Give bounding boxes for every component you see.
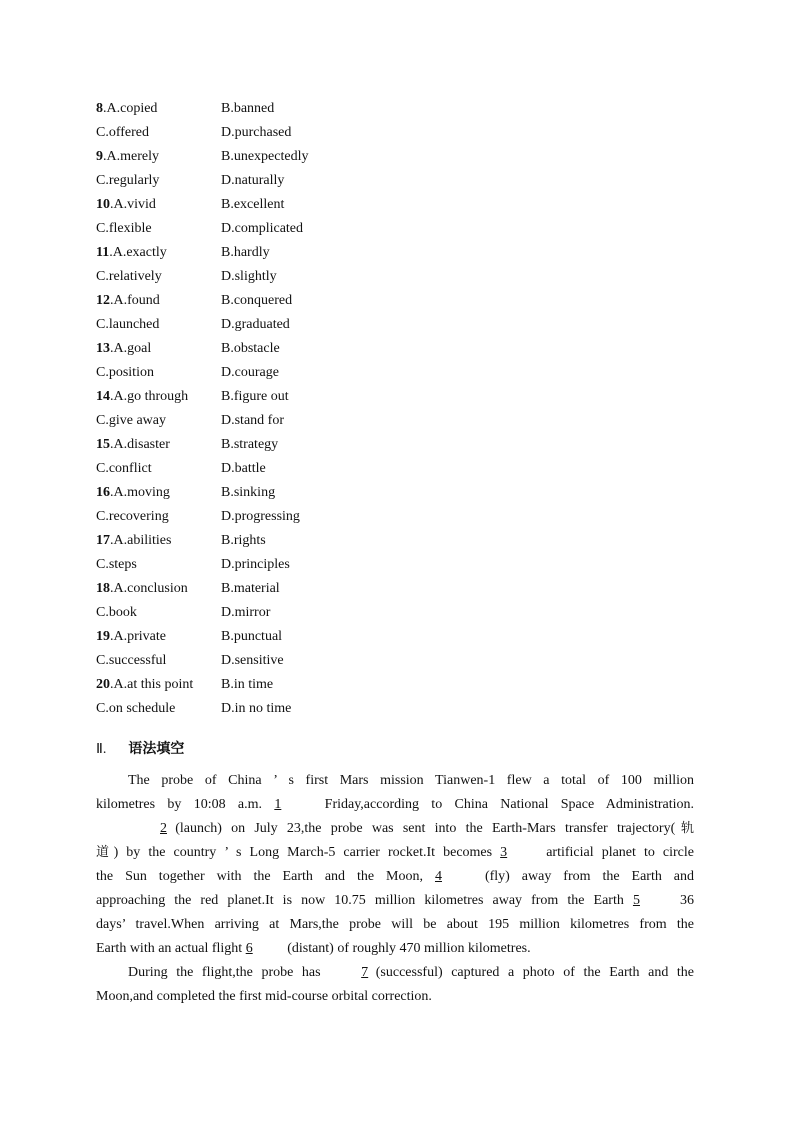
blank-2[interactable]: 2 (160, 821, 167, 836)
passage-line (96, 913, 694, 937)
option-b: B.excellent (221, 197, 285, 212)
option-a: .A.disaster (110, 437, 170, 452)
question-number: 14 (96, 389, 110, 404)
passage-line (96, 817, 694, 841)
option-c: C.successful (96, 653, 167, 668)
question-number: 19 (96, 629, 110, 644)
passage-text: Friday,according to China National Space Administration. (324, 797, 695, 812)
passage-line (96, 769, 694, 793)
question-row (96, 601, 308, 625)
passage-text: (fly) away from the Earth and (484, 869, 695, 884)
passage-line (96, 841, 694, 865)
passage-text: The probe of China ’ s first Mars mission Tianwen-1 flew a total of 100 million (128, 773, 694, 788)
passage-text: days’ travel.When arriving at Mars,the probe will be about 195 million kilometres from the (96, 917, 694, 932)
question-row (96, 337, 308, 361)
option-d: D.principles (221, 557, 290, 572)
option-d: D.graduated (221, 317, 290, 332)
blank-3[interactable]: 3 (500, 845, 508, 860)
question-row (96, 505, 308, 529)
passage-text: approaching the red planet.It is now 10.75 million kilometres away from the Earth (96, 893, 624, 908)
passage-text: 道 (96, 845, 114, 860)
passage-line (96, 937, 694, 961)
question-row (96, 577, 308, 601)
passage-line (96, 985, 694, 1009)
section-number: Ⅱ. (96, 742, 107, 757)
question-row (96, 97, 308, 121)
option-a: .A.moving (110, 485, 170, 500)
option-b: B.figure out (221, 389, 289, 404)
question-row (96, 457, 308, 481)
passage-text: the Sun together with the Earth and the Moon, (96, 869, 424, 884)
question-row (96, 697, 308, 721)
question-row (96, 121, 308, 145)
passage-text: Moon,and completed the first mid-course orbital correction. (96, 989, 432, 1004)
option-b: B.obstacle (221, 341, 280, 356)
option-a: .A.vivid (110, 197, 156, 212)
question-row (96, 529, 308, 553)
option-c: C.regularly (96, 173, 160, 188)
option-c: C.book (96, 605, 137, 620)
option-c: C.conflict (96, 461, 152, 476)
option-a: .A.goal (110, 341, 152, 356)
option-b: B.conquered (221, 293, 293, 308)
option-b: B.material (221, 581, 280, 596)
option-c: C.on schedule (96, 701, 176, 716)
section-title: 语法填空 (128, 741, 185, 757)
blank-1[interactable]: 1 (274, 797, 282, 812)
option-d: D.progressing (221, 509, 300, 524)
question-row (96, 313, 308, 337)
question-number: 20 (96, 677, 110, 692)
option-d: D.slightly (221, 269, 277, 284)
question-row (96, 169, 308, 193)
option-b: B.hardly (221, 245, 270, 260)
option-b: B.sinking (221, 485, 276, 500)
question-number: 15 (96, 437, 110, 452)
question-number: 18 (96, 581, 110, 596)
question-row (96, 145, 308, 169)
option-c: C.launched (96, 317, 160, 332)
passage-line (96, 889, 694, 913)
question-row (96, 289, 308, 313)
option-a: .A.merely (103, 149, 159, 164)
option-c: C.give away (96, 413, 166, 428)
passage-text: 36 (680, 893, 695, 908)
option-a: .A.go through (110, 389, 189, 404)
option-b: B.punctual (221, 629, 283, 644)
option-a: .A.copied (103, 101, 158, 116)
passage-text: Earth with an actual flight (96, 941, 243, 956)
option-d: D.purchased (221, 125, 292, 140)
passage-line (96, 865, 694, 889)
option-a: .A.exactly (109, 245, 167, 260)
option-d: D.complicated (221, 221, 304, 236)
blank-7[interactable]: 7 (361, 965, 369, 980)
passage-text: (launch) on July 23,the probe was sent into the Earth-Mars transfer trajectory( (175, 821, 676, 836)
question-number: 13 (96, 341, 110, 356)
question-row (96, 241, 308, 265)
question-row (96, 673, 308, 697)
question-row (96, 481, 308, 505)
option-a: .A.at this point (110, 677, 194, 692)
question-row (96, 193, 308, 217)
option-c: C.offered (96, 125, 149, 140)
blank-4[interactable]: 4 (434, 869, 442, 884)
option-d: D.mirror (221, 605, 271, 620)
question-row (96, 433, 308, 457)
passage-text: (successful) captured a photo of the Earth and the (375, 965, 695, 980)
option-a: .A.conclusion (110, 581, 188, 596)
passage-line (96, 793, 694, 817)
passage-text: 轨 (675, 821, 694, 836)
passage-text: During the flight,the probe has (128, 965, 321, 980)
passage-text: artificial planet to circle (546, 845, 694, 860)
section-heading (96, 737, 184, 761)
question-row (96, 553, 308, 577)
question-number: 10 (96, 197, 110, 212)
option-list (96, 97, 308, 721)
question-row (96, 385, 308, 409)
passage (96, 769, 694, 1009)
passage-text: kilometres by 10:08 a.m. (96, 797, 263, 812)
option-d: D.sensitive (221, 653, 284, 668)
question-row (96, 217, 308, 241)
question-row (96, 361, 308, 385)
question-row (96, 625, 308, 649)
option-d: D.in no time (221, 701, 292, 716)
option-b: B.banned (221, 101, 275, 116)
question-row (96, 649, 308, 673)
option-c: C.position (96, 365, 154, 380)
question-row (96, 409, 308, 433)
option-c: C.recovering (96, 509, 169, 524)
blank-5[interactable]: 5 (632, 893, 640, 908)
option-a: .A.found (110, 293, 160, 308)
option-b: B.unexpectedly (221, 149, 309, 164)
option-b: B.rights (221, 533, 266, 548)
option-c: C.steps (96, 557, 137, 572)
blank-6[interactable]: 6 (245, 941, 253, 956)
question-number: 11 (96, 245, 110, 260)
option-d: D.stand for (221, 413, 284, 428)
option-d: D.naturally (221, 173, 285, 188)
option-a: .A.private (110, 629, 166, 644)
option-c: C.flexible (96, 221, 152, 236)
option-d: D.courage (221, 365, 279, 380)
question-number: 12 (96, 293, 110, 308)
option-d: D.battle (221, 461, 266, 476)
question-number: 8 (96, 101, 103, 116)
option-c: C.relatively (96, 269, 162, 284)
question-number: 9 (96, 149, 103, 164)
question-number: 17 (96, 533, 110, 548)
question-row (96, 265, 308, 289)
option-b: B.in time (221, 677, 274, 692)
passage-line (96, 961, 694, 985)
option-b: B.strategy (221, 437, 279, 452)
question-number: 16 (96, 485, 110, 500)
passage-text: ) by the country ’ s Long March-5 carrier rocket.It becomes (113, 845, 493, 860)
option-a: .A.abilities (110, 533, 172, 548)
passage-text: (distant) of roughly 470 million kilometres. (287, 941, 531, 956)
